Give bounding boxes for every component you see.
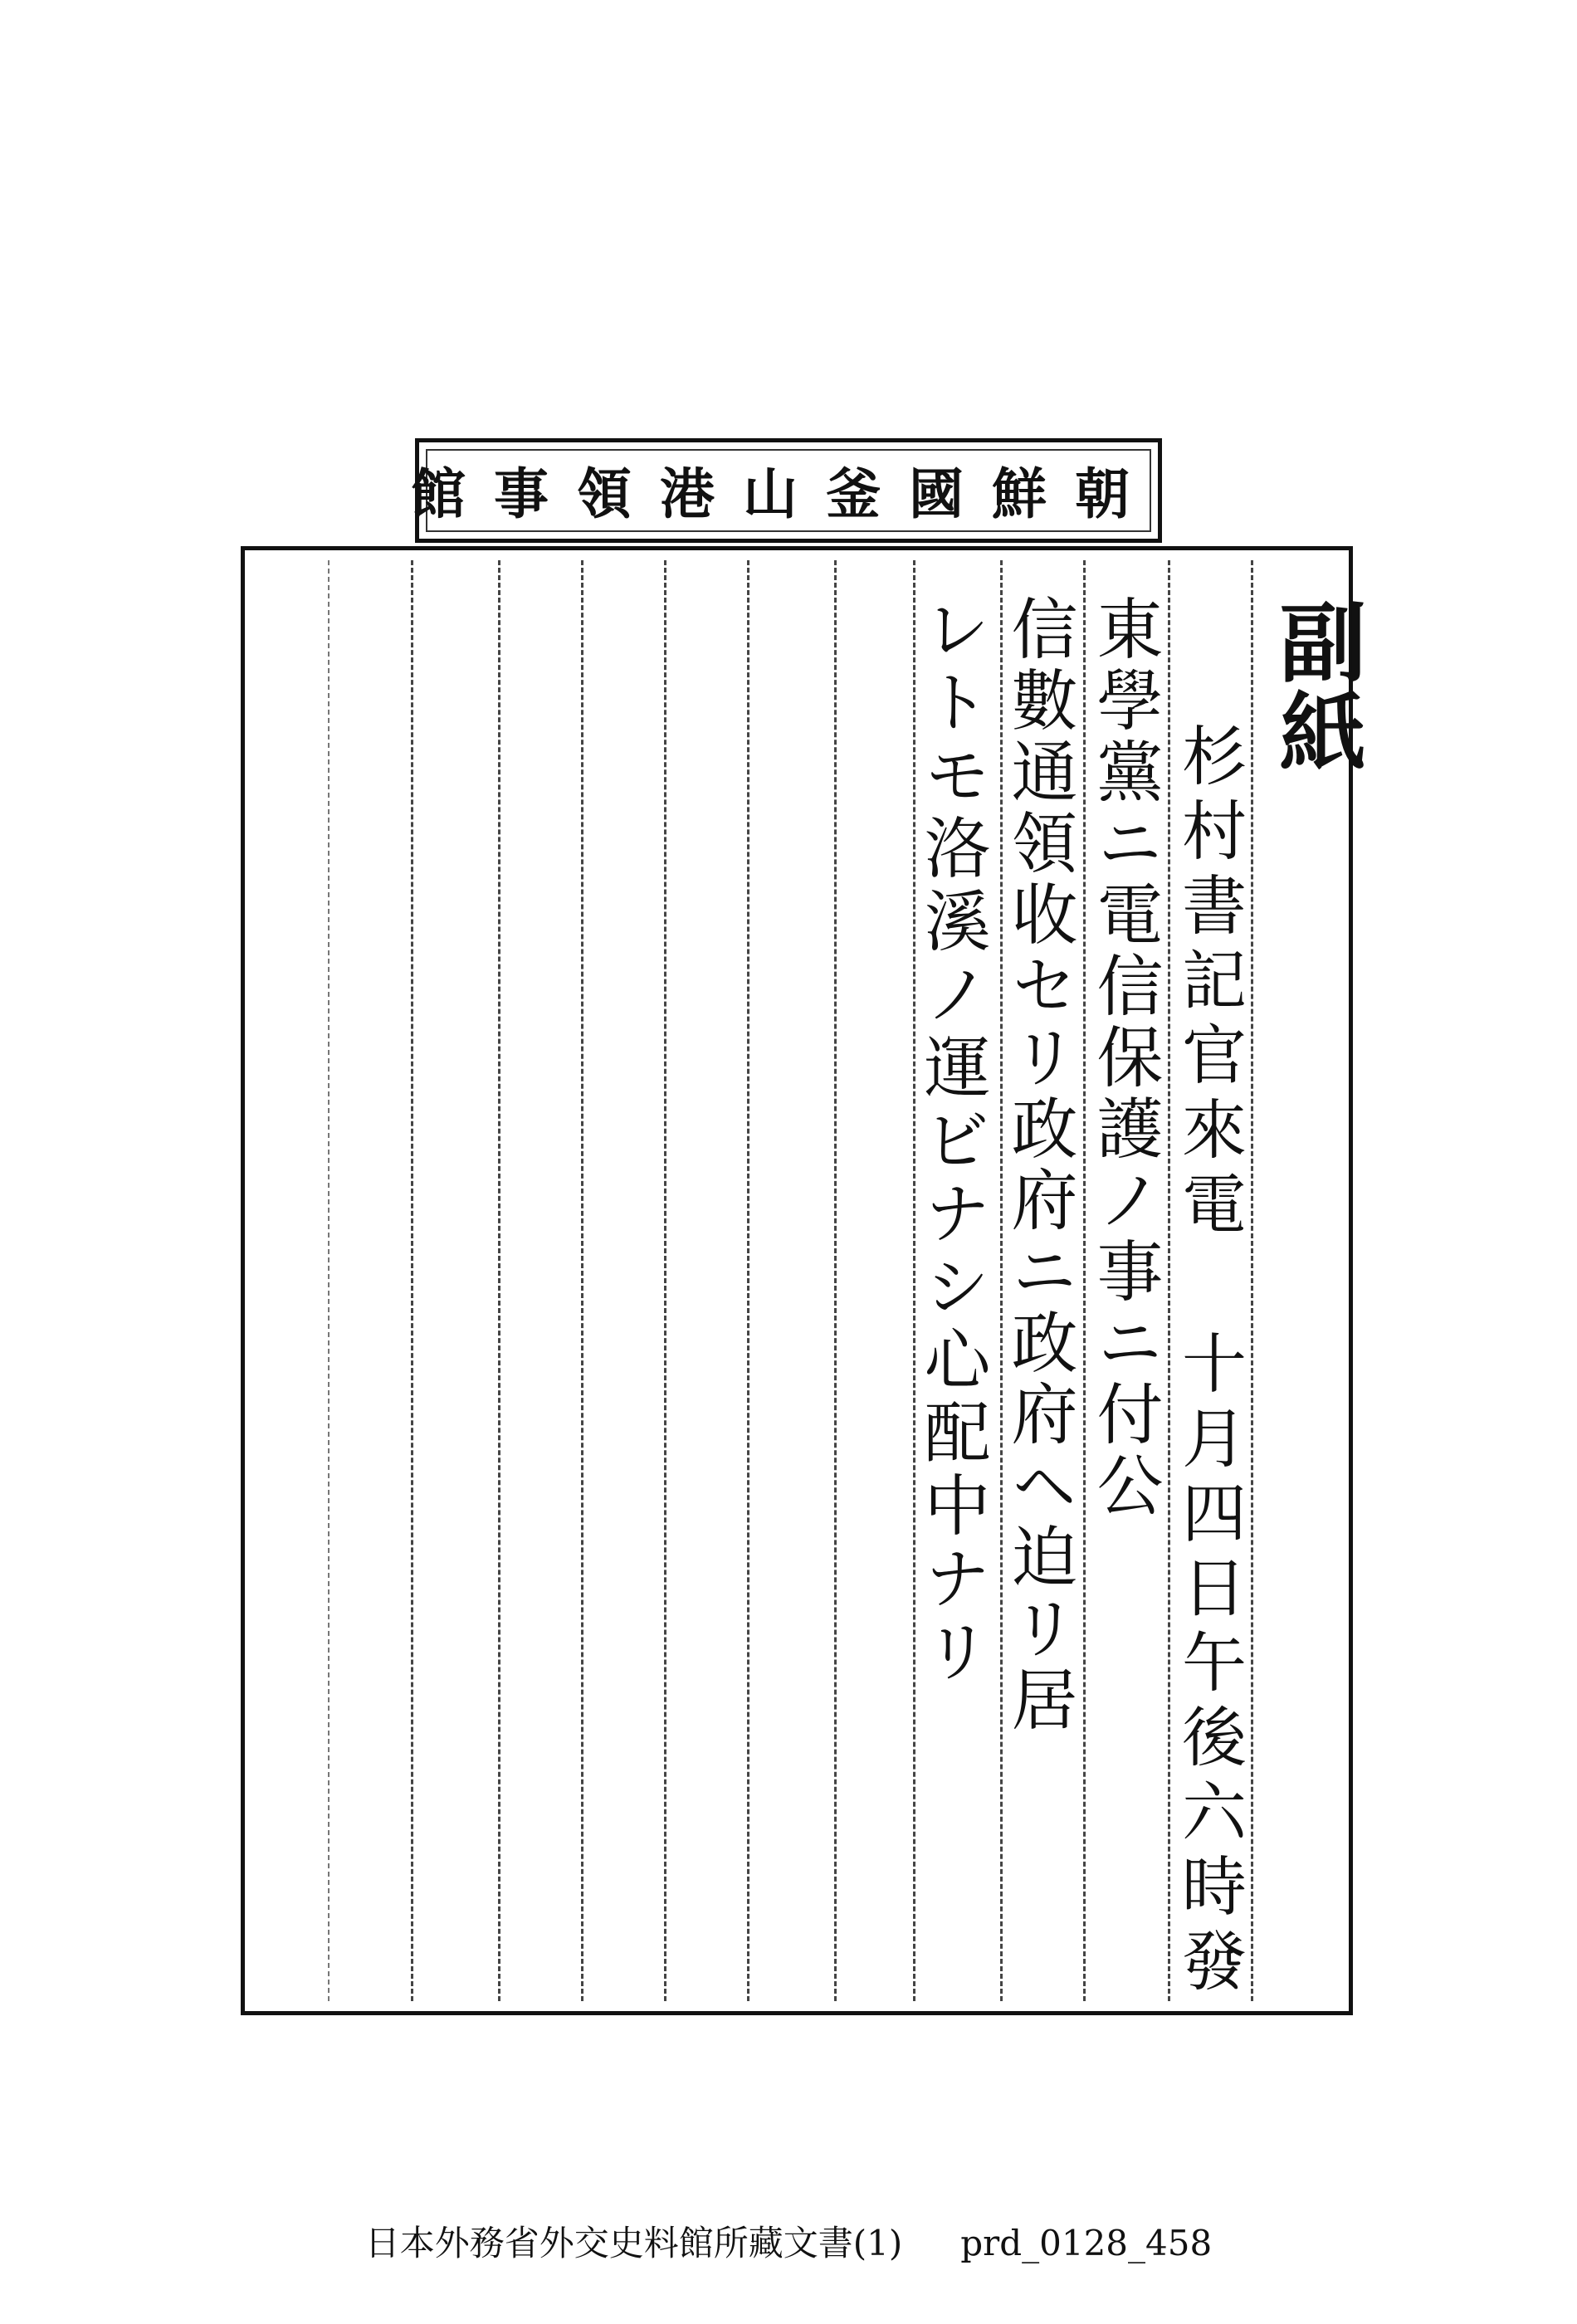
document-id: prd_0128_458	[960, 2223, 1213, 2263]
collection-name: 日本外務省外交史料館所藏文書(1)	[364, 2223, 903, 2263]
letter-line-2: 東學黨ニ電信保護ノ事ニ付公	[1086, 594, 1163, 1522]
column-rule	[834, 560, 837, 2001]
consulate-name: 朝鮮國釜山港領事館	[411, 461, 1158, 526]
letter-line-3: 信數通領收セリ政府ニ政府ヘ迫リ居	[1000, 594, 1077, 1736]
consulate-letterhead	[411, 438, 1162, 543]
column-rule	[328, 560, 330, 2001]
column-rule	[581, 560, 583, 2001]
column-rule	[411, 560, 413, 2001]
column-rule	[747, 560, 749, 2001]
letter-line-4: レトモ洛溪ノ運ビナシ心配中ナリ	[913, 594, 990, 1690]
column-rule	[664, 560, 666, 2001]
column-rule	[498, 560, 500, 2001]
letter-line-1: 杉村書記官來電 十月四日午後六時發	[1171, 722, 1246, 2002]
archive-caption	[0, 2216, 1577, 2266]
letter-title: 副紙	[1265, 598, 1367, 777]
